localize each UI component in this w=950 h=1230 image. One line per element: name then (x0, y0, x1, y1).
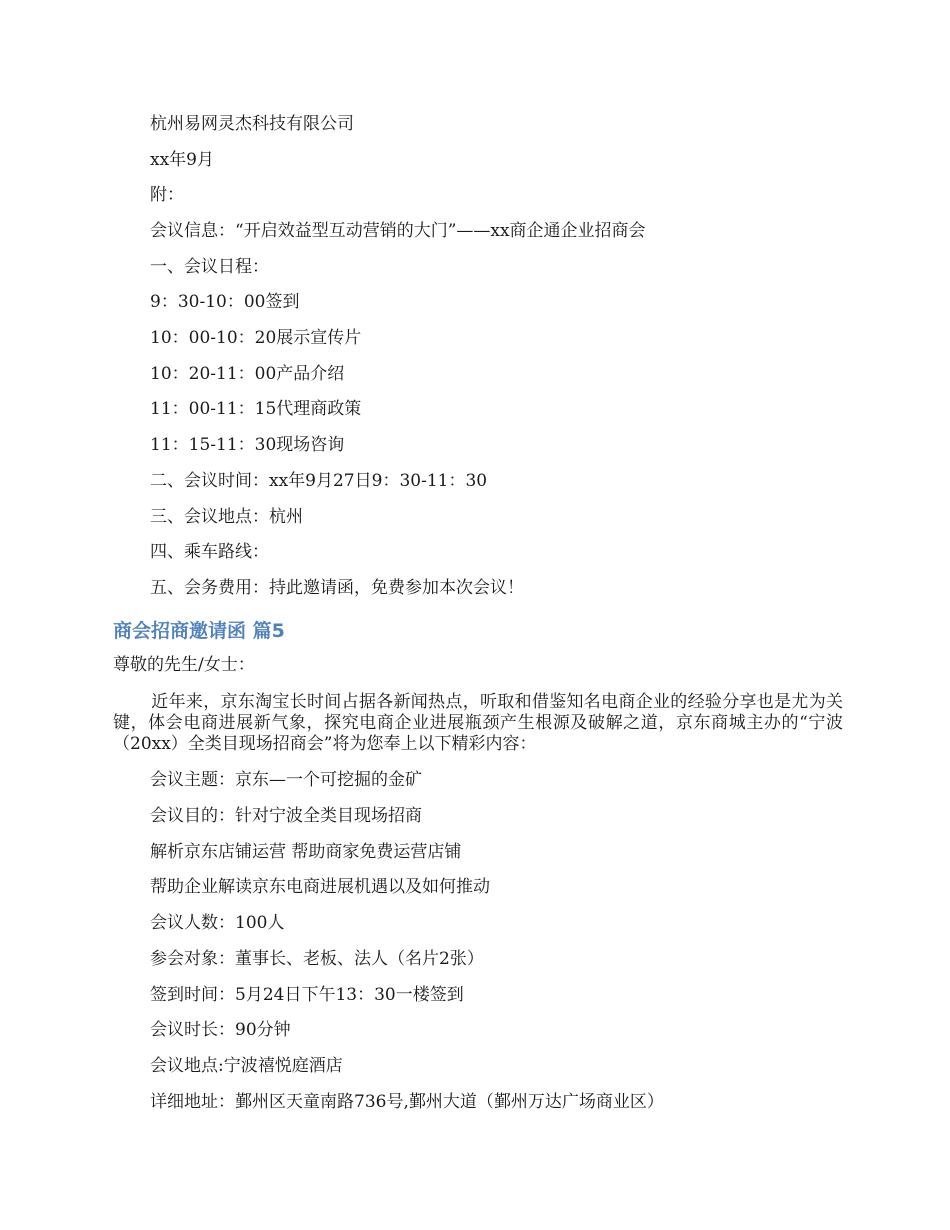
meeting-duration: 会议时长：90分钟 (150, 1020, 291, 1040)
intro-paragraph-text: 近年来，京东淘宝长时间占据各新闻热点，听取和借鉴知名电商企业的经验分享也是尤为关键，体会电商进展新气象，探究电商企业进展瓶颈产生根源及破解之道，京东商城主办的“宁波（20xx）全类目现场招商会”将为您奉上以下精彩内容： (113, 692, 843, 754)
section-heading: 商会招商邀请函 篇5 (113, 620, 285, 642)
content-item: 帮助企业解读京东电商进展机遇以及如何推动 (150, 877, 490, 897)
attachment-label: 附： (150, 185, 184, 205)
meeting-purpose: 会议目的：针对宁波全类目现场招商 (150, 806, 422, 826)
greeting: 尊敬的先生/女士： (113, 655, 255, 675)
schedule-item: 10：20-11：00产品介绍 (150, 364, 345, 384)
meeting-time: 二、会议时间：xx年9月27日9：30-11：30 (150, 471, 488, 491)
transport-route: 四、乘车路线： (150, 542, 269, 562)
content-item: 解析京东店铺运营 帮助商家免费运营店铺 (150, 842, 462, 862)
meeting-info: 会议信息：“开启效益型互动营销的大门”——xx商企通企业招商会 (150, 221, 646, 241)
company-name: 杭州易网灵杰科技有限公司 (150, 114, 354, 134)
intro-paragraph (113, 692, 843, 755)
schedule-heading: 一、会议日程： (150, 257, 269, 277)
meeting-location: 三、会议地点：杭州 (150, 507, 303, 527)
attendee-count: 会议人数：100人 (150, 913, 285, 933)
venue-address: 详细地址：鄞州区天童南路736号,鄞州大道（鄞州万达广场商业区） (150, 1092, 664, 1112)
schedule-item: 11：15-11：30现场咨询 (150, 435, 345, 455)
meeting-theme: 会议主题：京东—一个可挖掘的金矿 (150, 770, 422, 790)
schedule-item: 10：00-10：20展示宣传片 (150, 328, 362, 348)
date-line: xx年9月 (150, 150, 214, 170)
meeting-fee: 五、会务费用：持此邀请函，免费参加本次会议！ (150, 578, 524, 598)
schedule-item: 11：00-11：15代理商政策 (150, 399, 362, 419)
check-in-time: 签到时间：5月24日下午13：30一楼签到 (150, 985, 464, 1005)
venue: 会议地点:宁波禧悦庭酒店 (150, 1056, 343, 1076)
attendee-target: 参会对象：董事长、老板、法人（名片2张） (150, 949, 484, 969)
schedule-item: 9：30-10：00签到 (150, 292, 300, 312)
